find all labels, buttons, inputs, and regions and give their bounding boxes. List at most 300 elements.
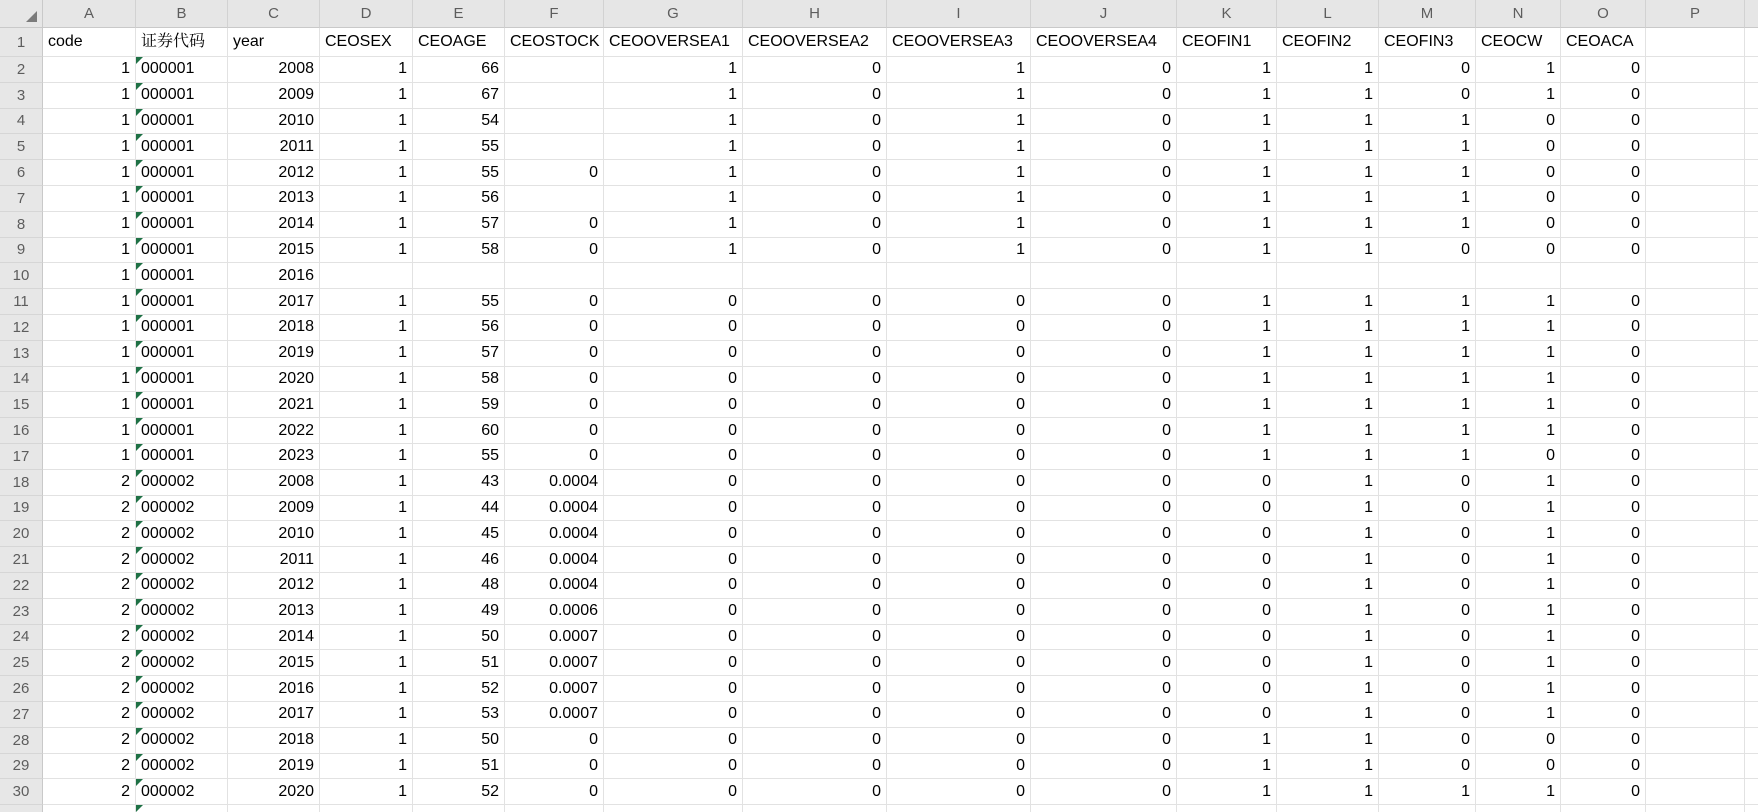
cell-C22[interactable] [228, 573, 320, 599]
cell-P20[interactable] [1646, 521, 1745, 547]
cell-N21[interactable] [1476, 547, 1561, 573]
cell-A10[interactable] [43, 263, 136, 289]
cell-E22[interactable] [413, 573, 505, 599]
cell-F22[interactable] [505, 573, 604, 599]
cell-B29[interactable] [136, 754, 228, 780]
cell-I4[interactable] [887, 109, 1031, 135]
row-header[interactable]: 7 [0, 186, 43, 212]
cell-F29[interactable] [505, 754, 604, 780]
cell-G15[interactable] [604, 392, 743, 418]
cell-E12[interactable] [413, 315, 505, 341]
cell-E20[interactable] [413, 521, 505, 547]
cell-P12[interactable] [1646, 315, 1745, 341]
cell-B8[interactable] [136, 212, 228, 238]
cell-H4[interactable] [743, 109, 887, 135]
cell-K25[interactable] [1177, 650, 1277, 676]
cell-K22[interactable] [1177, 573, 1277, 599]
cell-A13[interactable] [43, 341, 136, 367]
cell-P26[interactable] [1646, 676, 1745, 702]
cell-J1[interactable] [1031, 28, 1177, 57]
cell-E27[interactable] [413, 702, 505, 728]
cell-N11[interactable] [1476, 289, 1561, 315]
cell-P29[interactable] [1646, 754, 1745, 780]
cell-D31[interactable] [320, 805, 413, 812]
cell-A23[interactable] [43, 599, 136, 625]
cell-A29[interactable] [43, 754, 136, 780]
cell-I11[interactable] [887, 289, 1031, 315]
cell-F5[interactable] [505, 134, 604, 160]
cell-F28[interactable] [505, 728, 604, 754]
row-header[interactable]: 27 [0, 702, 43, 728]
cell-H18[interactable] [743, 470, 887, 496]
cell-L7[interactable] [1277, 186, 1379, 212]
cell-D25[interactable] [320, 650, 413, 676]
cell-P19[interactable] [1646, 496, 1745, 522]
cell-F23[interactable] [505, 599, 604, 625]
cell-D5[interactable] [320, 134, 413, 160]
cell-O4[interactable] [1561, 109, 1646, 135]
column-header-G[interactable]: G [604, 0, 743, 28]
cell-D23[interactable] [320, 599, 413, 625]
cell-K11[interactable] [1177, 289, 1277, 315]
cell-B22[interactable] [136, 573, 228, 599]
cell-P27[interactable] [1646, 702, 1745, 728]
cell-J27[interactable] [1031, 702, 1177, 728]
cell-I29[interactable] [887, 754, 1031, 780]
select-all-corner[interactable] [0, 0, 43, 28]
cell-A14[interactable] [43, 367, 136, 393]
cell-E1[interactable] [413, 28, 505, 57]
cell-O5[interactable] [1561, 134, 1646, 160]
cell-A22[interactable] [43, 573, 136, 599]
cell-A26[interactable] [43, 676, 136, 702]
cell-G2[interactable] [604, 57, 743, 83]
row-header[interactable]: 15 [0, 392, 43, 418]
cell-I25[interactable] [887, 650, 1031, 676]
cell-N4[interactable] [1476, 109, 1561, 135]
cell-O26[interactable] [1561, 676, 1646, 702]
cell-F21[interactable] [505, 547, 604, 573]
cell-F12[interactable] [505, 315, 604, 341]
cell-F31[interactable] [505, 805, 604, 812]
cell-M19[interactable] [1379, 496, 1476, 522]
cell-C10[interactable] [228, 263, 320, 289]
cell-N22[interactable] [1476, 573, 1561, 599]
cell-I13[interactable] [887, 341, 1031, 367]
cell-D11[interactable] [320, 289, 413, 315]
cell-N18[interactable] [1476, 470, 1561, 496]
cell-G29[interactable] [604, 754, 743, 780]
row-header[interactable]: 5 [0, 134, 43, 160]
cell-O1[interactable] [1561, 28, 1646, 57]
cell-J14[interactable] [1031, 367, 1177, 393]
cell-B31[interactable] [136, 805, 228, 812]
cell-B7[interactable] [136, 186, 228, 212]
cell-G1[interactable] [604, 28, 743, 57]
cell-O8[interactable] [1561, 212, 1646, 238]
cell-G31[interactable] [604, 805, 743, 812]
cell-M10[interactable] [1379, 263, 1476, 289]
column-header-P[interactable]: P [1646, 0, 1745, 28]
cell-G19[interactable] [604, 496, 743, 522]
cell-D26[interactable] [320, 676, 413, 702]
cell-I5[interactable] [887, 134, 1031, 160]
cell-B10[interactable] [136, 263, 228, 289]
cell-D30[interactable] [320, 779, 413, 805]
cell-J25[interactable] [1031, 650, 1177, 676]
column-header-C[interactable]: C [228, 0, 320, 28]
cell-B20[interactable] [136, 521, 228, 547]
cell-K5[interactable] [1177, 134, 1277, 160]
cell-C1[interactable] [228, 28, 320, 57]
cell-K18[interactable] [1177, 470, 1277, 496]
cell-E2[interactable] [413, 57, 505, 83]
cell-H16[interactable] [743, 418, 887, 444]
cell-L9[interactable] [1277, 238, 1379, 264]
cell-P17[interactable] [1646, 444, 1745, 470]
cell-H24[interactable] [743, 625, 887, 651]
cell-O15[interactable] [1561, 392, 1646, 418]
cell-O9[interactable] [1561, 238, 1646, 264]
cell-N2[interactable] [1476, 57, 1561, 83]
row-header[interactable]: 6 [0, 160, 43, 186]
cell-A30[interactable] [43, 779, 136, 805]
cell-I27[interactable] [887, 702, 1031, 728]
cell-M7[interactable] [1379, 186, 1476, 212]
cell-N23[interactable] [1476, 599, 1561, 625]
cell-O17[interactable] [1561, 444, 1646, 470]
row-header[interactable]: 3 [0, 83, 43, 109]
column-header-J[interactable]: J [1031, 0, 1177, 28]
cell-H23[interactable] [743, 599, 887, 625]
cell-D16[interactable] [320, 418, 413, 444]
cell-C27[interactable] [228, 702, 320, 728]
cell-G13[interactable] [604, 341, 743, 367]
cell-H9[interactable] [743, 238, 887, 264]
cell-P25[interactable] [1646, 650, 1745, 676]
row-header[interactable]: 1 [0, 28, 43, 57]
cell-C28[interactable] [228, 728, 320, 754]
cell-J24[interactable] [1031, 625, 1177, 651]
cell-F7[interactable] [505, 186, 604, 212]
cell-D6[interactable] [320, 160, 413, 186]
cell-B6[interactable] [136, 160, 228, 186]
cell-O10[interactable] [1561, 263, 1646, 289]
column-header-F[interactable]: F [505, 0, 604, 28]
cell-P13[interactable] [1646, 341, 1745, 367]
cell-N28[interactable] [1476, 728, 1561, 754]
cell-A11[interactable] [43, 289, 136, 315]
cell-K1[interactable] [1177, 28, 1277, 57]
cell-M16[interactable] [1379, 418, 1476, 444]
cell-E29[interactable] [413, 754, 505, 780]
cell-E8[interactable] [413, 212, 505, 238]
cell-A6[interactable] [43, 160, 136, 186]
cell-E17[interactable] [413, 444, 505, 470]
cell-H27[interactable] [743, 702, 887, 728]
cell-D19[interactable] [320, 496, 413, 522]
cell-I24[interactable] [887, 625, 1031, 651]
cell-P18[interactable] [1646, 470, 1745, 496]
cell-N14[interactable] [1476, 367, 1561, 393]
cell-L26[interactable] [1277, 676, 1379, 702]
row-header[interactable]: 24 [0, 625, 43, 651]
cell-D20[interactable] [320, 521, 413, 547]
cell-J28[interactable] [1031, 728, 1177, 754]
cell-G3[interactable] [604, 83, 743, 109]
cell-L19[interactable] [1277, 496, 1379, 522]
cell-B2[interactable] [136, 57, 228, 83]
cell-M24[interactable] [1379, 625, 1476, 651]
cell-K24[interactable] [1177, 625, 1277, 651]
cell-N12[interactable] [1476, 315, 1561, 341]
cell-M17[interactable] [1379, 444, 1476, 470]
row-header[interactable]: 8 [0, 212, 43, 238]
cell-I23[interactable] [887, 599, 1031, 625]
cell-N10[interactable] [1476, 263, 1561, 289]
cell-P15[interactable] [1646, 392, 1745, 418]
cell-C25[interactable] [228, 650, 320, 676]
cell-L13[interactable] [1277, 341, 1379, 367]
cell-M20[interactable] [1379, 521, 1476, 547]
cell-D17[interactable] [320, 444, 413, 470]
cell-A3[interactable] [43, 83, 136, 109]
cell-E3[interactable] [413, 83, 505, 109]
cell-C20[interactable] [228, 521, 320, 547]
cell-J21[interactable] [1031, 547, 1177, 573]
cell-D8[interactable] [320, 212, 413, 238]
cell-N26[interactable] [1476, 676, 1561, 702]
cell-M31[interactable] [1379, 805, 1476, 812]
cell-B19[interactable] [136, 496, 228, 522]
cell-M26[interactable] [1379, 676, 1476, 702]
cell-I1[interactable] [887, 28, 1031, 57]
cell-O18[interactable] [1561, 470, 1646, 496]
cell-E19[interactable] [413, 496, 505, 522]
column-header-H[interactable]: H [743, 0, 887, 28]
cell-L23[interactable] [1277, 599, 1379, 625]
row-header[interactable]: 25 [0, 650, 43, 676]
row-header[interactable]: 17 [0, 444, 43, 470]
cell-C4[interactable] [228, 109, 320, 135]
cell-P4[interactable] [1646, 109, 1745, 135]
cell-C16[interactable] [228, 418, 320, 444]
cell-G16[interactable] [604, 418, 743, 444]
cell-F3[interactable] [505, 83, 604, 109]
cell-P28[interactable] [1646, 728, 1745, 754]
cell-G8[interactable] [604, 212, 743, 238]
cell-H11[interactable] [743, 289, 887, 315]
cell-N20[interactable] [1476, 521, 1561, 547]
cell-C18[interactable] [228, 470, 320, 496]
cell-M15[interactable] [1379, 392, 1476, 418]
cell-O30[interactable] [1561, 779, 1646, 805]
cell-B1[interactable] [136, 28, 228, 57]
cell-N29[interactable] [1476, 754, 1561, 780]
cell-A9[interactable] [43, 238, 136, 264]
cell-P1[interactable] [1646, 28, 1745, 57]
cell-N5[interactable] [1476, 134, 1561, 160]
cell-E14[interactable] [413, 367, 505, 393]
cell-P23[interactable] [1646, 599, 1745, 625]
cell-F26[interactable] [505, 676, 604, 702]
row-header[interactable]: 10 [0, 263, 43, 289]
cell-D14[interactable] [320, 367, 413, 393]
cell-P5[interactable] [1646, 134, 1745, 160]
cell-O23[interactable] [1561, 599, 1646, 625]
cell-F9[interactable] [505, 238, 604, 264]
row-header[interactable]: 21 [0, 547, 43, 573]
cell-M14[interactable] [1379, 367, 1476, 393]
cell-F10[interactable] [505, 263, 604, 289]
cell-I28[interactable] [887, 728, 1031, 754]
cell-L22[interactable] [1277, 573, 1379, 599]
cell-A28[interactable] [43, 728, 136, 754]
cell-M11[interactable] [1379, 289, 1476, 315]
cell-N1[interactable] [1476, 28, 1561, 57]
cell-G4[interactable] [604, 109, 743, 135]
cell-C11[interactable] [228, 289, 320, 315]
cell-F17[interactable] [505, 444, 604, 470]
cell-O6[interactable] [1561, 160, 1646, 186]
cell-D24[interactable] [320, 625, 413, 651]
cell-A25[interactable] [43, 650, 136, 676]
cell-F20[interactable] [505, 521, 604, 547]
cell-D3[interactable] [320, 83, 413, 109]
cell-J9[interactable] [1031, 238, 1177, 264]
cell-N27[interactable] [1476, 702, 1561, 728]
cell-C3[interactable] [228, 83, 320, 109]
column-header-K[interactable]: K [1177, 0, 1277, 28]
cell-O31[interactable] [1561, 805, 1646, 812]
cell-M21[interactable] [1379, 547, 1476, 573]
cell-G28[interactable] [604, 728, 743, 754]
cell-E5[interactable] [413, 134, 505, 160]
cell-M13[interactable] [1379, 341, 1476, 367]
cell-M9[interactable] [1379, 238, 1476, 264]
cell-N13[interactable] [1476, 341, 1561, 367]
cell-E9[interactable] [413, 238, 505, 264]
cell-G24[interactable] [604, 625, 743, 651]
cell-N17[interactable] [1476, 444, 1561, 470]
cell-P9[interactable] [1646, 238, 1745, 264]
cell-L29[interactable] [1277, 754, 1379, 780]
cell-A31[interactable] [43, 805, 136, 812]
cell-F14[interactable] [505, 367, 604, 393]
cell-L1[interactable] [1277, 28, 1379, 57]
cell-H14[interactable] [743, 367, 887, 393]
cell-M30[interactable] [1379, 779, 1476, 805]
cell-B14[interactable] [136, 367, 228, 393]
cell-E18[interactable] [413, 470, 505, 496]
cell-J11[interactable] [1031, 289, 1177, 315]
cell-P11[interactable] [1646, 289, 1745, 315]
cell-L21[interactable] [1277, 547, 1379, 573]
cell-M12[interactable] [1379, 315, 1476, 341]
cell-E26[interactable] [413, 676, 505, 702]
cell-A2[interactable] [43, 57, 136, 83]
cell-F30[interactable] [505, 779, 604, 805]
cell-H5[interactable] [743, 134, 887, 160]
cell-P7[interactable] [1646, 186, 1745, 212]
cell-P24[interactable] [1646, 625, 1745, 651]
cell-K21[interactable] [1177, 547, 1277, 573]
cell-J7[interactable] [1031, 186, 1177, 212]
column-header-A[interactable]: A [43, 0, 136, 28]
cell-K23[interactable] [1177, 599, 1277, 625]
cell-K9[interactable] [1177, 238, 1277, 264]
cell-B25[interactable] [136, 650, 228, 676]
cell-A5[interactable] [43, 134, 136, 160]
cell-L20[interactable] [1277, 521, 1379, 547]
cell-A17[interactable] [43, 444, 136, 470]
cell-B13[interactable] [136, 341, 228, 367]
cell-G14[interactable] [604, 367, 743, 393]
cell-K28[interactable] [1177, 728, 1277, 754]
cell-A15[interactable] [43, 392, 136, 418]
row-header[interactable]: 2 [0, 57, 43, 83]
cell-D28[interactable] [320, 728, 413, 754]
cell-K31[interactable] [1177, 805, 1277, 812]
cell-H30[interactable] [743, 779, 887, 805]
cell-E31[interactable] [413, 805, 505, 812]
cell-H13[interactable] [743, 341, 887, 367]
cell-L4[interactable] [1277, 109, 1379, 135]
row-header[interactable]: 20 [0, 521, 43, 547]
cell-B26[interactable] [136, 676, 228, 702]
cell-K4[interactable] [1177, 109, 1277, 135]
cell-P8[interactable] [1646, 212, 1745, 238]
cell-M18[interactable] [1379, 470, 1476, 496]
cell-J29[interactable] [1031, 754, 1177, 780]
cell-A8[interactable] [43, 212, 136, 238]
cell-I31[interactable] [887, 805, 1031, 812]
cell-F24[interactable] [505, 625, 604, 651]
cell-G12[interactable] [604, 315, 743, 341]
cell-H21[interactable] [743, 547, 887, 573]
row-header[interactable]: 13 [0, 341, 43, 367]
cell-O24[interactable] [1561, 625, 1646, 651]
cell-N19[interactable] [1476, 496, 1561, 522]
cell-E25[interactable] [413, 650, 505, 676]
cell-N15[interactable] [1476, 392, 1561, 418]
cell-M4[interactable] [1379, 109, 1476, 135]
cell-P6[interactable] [1646, 160, 1745, 186]
cell-L2[interactable] [1277, 57, 1379, 83]
cell-C19[interactable] [228, 496, 320, 522]
cell-F16[interactable] [505, 418, 604, 444]
cell-H17[interactable] [743, 444, 887, 470]
cell-E7[interactable] [413, 186, 505, 212]
cell-G25[interactable] [604, 650, 743, 676]
cell-K16[interactable] [1177, 418, 1277, 444]
cell-D22[interactable] [320, 573, 413, 599]
cell-E11[interactable] [413, 289, 505, 315]
cell-O20[interactable] [1561, 521, 1646, 547]
cell-J5[interactable] [1031, 134, 1177, 160]
cell-H15[interactable] [743, 392, 887, 418]
row-header[interactable]: 26 [0, 676, 43, 702]
row-header[interactable]: 9 [0, 238, 43, 264]
cell-E28[interactable] [413, 728, 505, 754]
cell-K13[interactable] [1177, 341, 1277, 367]
cell-H3[interactable] [743, 83, 887, 109]
cell-E30[interactable] [413, 779, 505, 805]
column-header-D[interactable]: D [320, 0, 413, 28]
cell-J18[interactable] [1031, 470, 1177, 496]
cell-G5[interactable] [604, 134, 743, 160]
cell-N25[interactable] [1476, 650, 1561, 676]
